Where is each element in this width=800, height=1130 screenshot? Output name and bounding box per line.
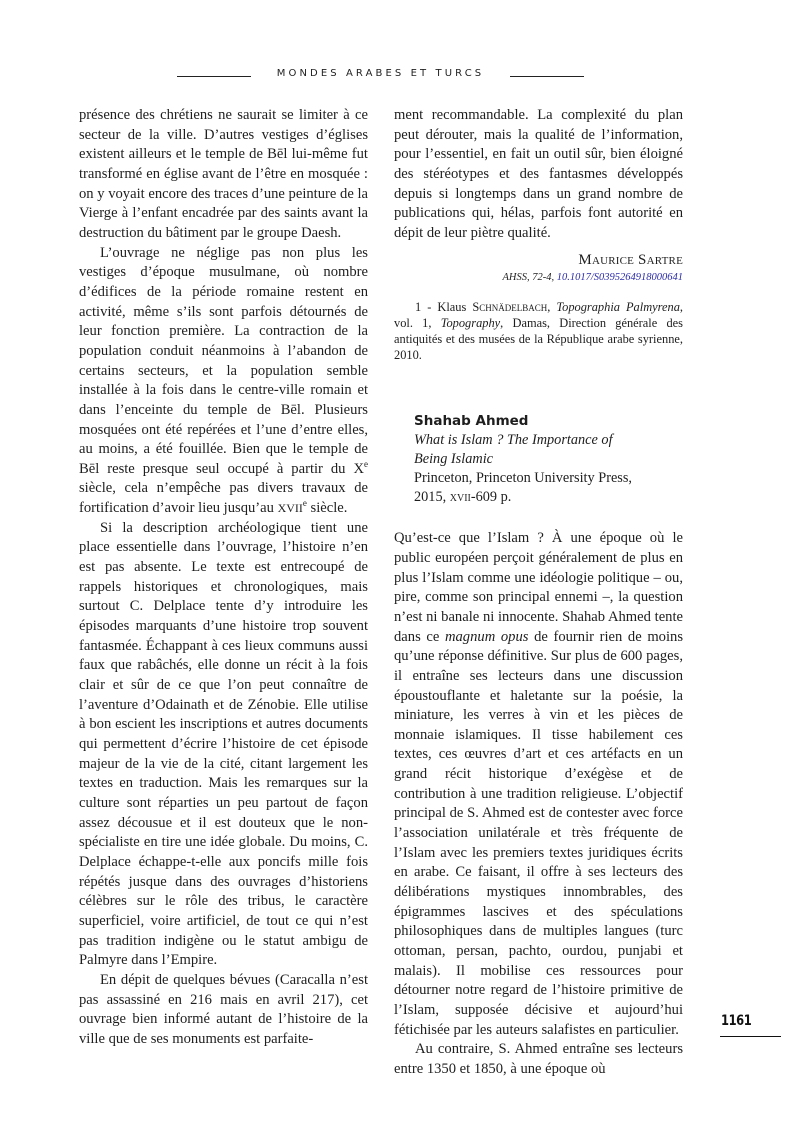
review-body [394, 529, 683, 1079]
paragraph-text: siècle, cela n’empêche pas divers travaux de fortification d’avoir lieu jusqu’au [79, 480, 368, 517]
roman-pages: xvii [449, 489, 471, 506]
page-number: 1161 [721, 1013, 752, 1029]
review-book-title-line2: Being Islamic [414, 451, 494, 468]
paragraph [79, 244, 368, 519]
footnote-title: Topographia Palmyrena [556, 300, 680, 315]
paragraph [394, 529, 683, 1040]
header-rule-right [510, 76, 584, 77]
paragraph: Au contraire, S. Ahmed entraîne ses lecteurs entre 1350 et 1850, à une époque où [394, 1041, 683, 1077]
superscript: e [302, 498, 307, 509]
separator: , [547, 300, 557, 315]
left-column [79, 106, 368, 1050]
review-year-pages [414, 488, 683, 507]
paragraph-text: L’ouvrage ne néglige pas non plus les vestiges d’époque musulmane, où nombre d’édifices de la période romaine restent en activité, même s’ils sont parfois détournés de leur fonction première. La contraction de la population conduit néanmoins à l’abandon de certains secteurs, et la population semble installée à la fois dans le centre-ville romain et dans l’enceinte du temple de Bēl. Plusieurs mosquées ont été repérées et l’une d’entre elles, au moins, a été fouillée. Bien que le temple de Bēl reste presque seul occupé à partir du [79, 244, 368, 477]
review-signature [394, 251, 683, 271]
review-year: 2015, [414, 489, 450, 506]
running-title: MONDES ARABES ET TURCS [276, 68, 485, 79]
paragraph: En dépit de quelques bévues (Caracalla n’est pas assassiné en 216 mais en avril 217), cet ouvrage bien informé autant de l’histoire de la ville que de ses monuments est parfaite- [79, 971, 368, 1047]
separator: , vol. 1, [394, 300, 683, 331]
superscript: e [364, 458, 368, 469]
review-heading [394, 412, 683, 507]
footnote-subtitle: Topography [440, 316, 501, 331]
page-number-rule [720, 1036, 781, 1037]
footnote [394, 299, 683, 363]
paragraph-text: siècle. [306, 500, 348, 517]
century-numeral: XVII [277, 501, 303, 516]
paragraph: présence des chrétiens ne saurait se limiter à ce secteur de la ville. D’autres vestiges d’églises existent ailleurs et le temple de Bēl lui-même fut transformé en église avant de l’être en mosquée : on y voyait encore des traces d’une peinture de la Vierge à l’enfant encadrée par des saints avant la destruction du bâtiment par le groupe Daesh. [79, 107, 368, 241]
doi-link[interactable]: 10.1017/S0395264918000641 [556, 272, 683, 284]
footnote-rest: , Damas, Direction générale des antiquités et des musées de la République arabe syrienne, 2010. [394, 316, 684, 363]
footnote-prefix: 1 - Klaus [415, 300, 473, 315]
paragraph-text: de fournir rien de moins qu’une réponse définitive. Sur plus de 600 pages, il entraîne ses lecteurs dans une discussion époustouflante et haletante sur la poésie, la miniature, les verres à vin et les pièces de monnaie islamiques. Il tisse habilement ces textes, ces œuvres d’art et ces artéfacts en un grand récit historique d’exégèse et de contribution à une tradition religieuse. L’objectif principal de S. Ahmed est de contester avec force l’association unilatérale et très fréquente de l’Islam avec les premiers textes juridiques écrits en arabe. Ce faisant, il offre à ses lecteurs des délibérations mystiques innombrables, des épigrammes lascives et des spéculations philosophiques dans de multiples langues (turc ottoman, persan, pachto, ourdou, punjabi et malais). Il mobilise ces ressources pour détourner notre regard de l’histoire primitive de l’Islam, supposée décisive et aujourd’hui fétichisée par les auteurs salafistes en particulier. [394, 628, 684, 1038]
right-column [394, 106, 683, 1080]
paragraph-text: Qu’est-ce que l’Islam ? À une époque où le public européen perçoit généralement de plus en plus l’Islam comme une idéologie politique – ou, pire, comme son principal ennemi –, la question n’est ni banale ni innocente. Shahab Ahmed tente dans ce [394, 530, 683, 645]
emphasis: magnum opus [444, 628, 529, 645]
running-header [0, 66, 800, 86]
page-count: -609 p. [470, 489, 512, 506]
citation [394, 270, 683, 285]
review-publisher: Princeton, Princeton University Press, [414, 470, 632, 487]
century-numeral: X [353, 460, 364, 477]
review-book-author: Shahab Ahmed [414, 413, 529, 430]
paragraph: Si la description archéologique tient une place essentielle dans l’ouvrage, l’histoire n’en est pas absente. Le texte est entrecoupé de rappels historiques et chronologiques, mais surtout C. Delplace tente d’y introduire les épisodes marquants d’une histoire trop souvent fantasmée. Échappant à ces lieux communs aussi faux que rabâchés, elle donne un récit à la fois clair et sûr de ce que l’on peut connaître de l’aventure d’Odainath et de Zénobie. Elle utilise à bon escient les inscriptions et autres documents qui permettent d’écrire l’histoire de cet épisode majeur de la vie de la cité, citant largement les textes en traduction. Mais les remarques sur la culture sont réparties un peu partout de façon assez décousue et il est douteux que le non-spécialiste en tire une idée globale. Du moins, C. Delplace échappe-t-elle aux poncifs mille fois répétés jusque dans des ouvrages d’historiens célèbres sur le rôle des tribus, le caractère superficiel, voire artificiel, de tout ce qui n’est pas tradition indigène ou le statut ambigu de Palmyre dans l’Empire. [79, 519, 368, 969]
citation-prefix: AHSS, 72-4, [502, 272, 557, 284]
reviewer-name: Maurice Sartre [578, 251, 683, 268]
paragraph: ment recommandable. La complexité du plan peut dérouter, mais la qualité de l’information, pour l’essentiel, en fait un outil sûr, bien éloigné des stéréotypes et des fantasmes développés depuis si longtemps dans un grand nombre de publications qui, hélas, parfois font autorité en dépit de leur piètre qualité. [394, 107, 683, 241]
footnote-author: Schnädelbach [472, 300, 548, 315]
review-book-title-line1: What is Islam ? The Importance of [414, 432, 613, 449]
header-rule-left [177, 76, 251, 77]
